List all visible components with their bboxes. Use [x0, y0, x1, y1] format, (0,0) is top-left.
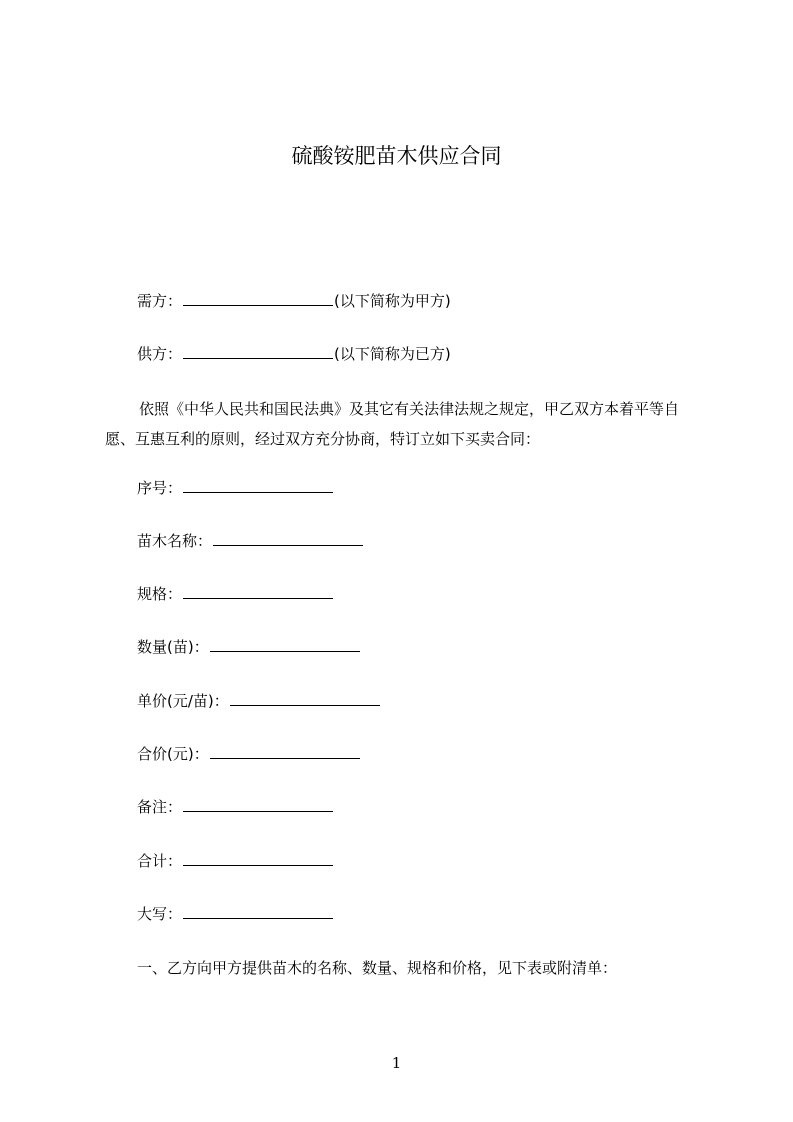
field-label: 备注：: [137, 798, 183, 816]
field-line-subtotal: [137, 743, 361, 765]
field-blank[interactable]: [183, 851, 333, 866]
supplier-line: [137, 343, 451, 365]
field-label: 序号：: [137, 479, 183, 497]
field-blank[interactable]: [230, 691, 380, 706]
field-blank[interactable]: [183, 797, 333, 812]
field-line-quantity: [137, 636, 361, 658]
supplier-label: 供方：: [137, 345, 183, 363]
document-title: 硫酸铵肥苗木供应合同: [291, 144, 502, 168]
supplier-blank[interactable]: [183, 344, 333, 359]
field-blank[interactable]: [210, 744, 360, 759]
field-line-unit-price: [137, 690, 381, 712]
field-blank[interactable]: [213, 531, 363, 546]
field-line-name: [137, 530, 364, 552]
field-blank[interactable]: [183, 478, 333, 493]
clause-1: 一、乙方向甲方提供苗木的名称、数量、规格和价格，见下表或附清单：: [137, 959, 618, 977]
buyer-line: [137, 290, 451, 312]
field-label: 大写：: [137, 905, 183, 923]
field-label: 单价(元/苗)：: [137, 692, 229, 710]
field-label: 合计：: [137, 852, 183, 870]
intro-paragraph: 依照《中华人民共和国民法典》及其它有关法律法规之规定，甲乙双方本着平等自愿、互惠互利的原则，经过双方充分协商，特订立如下买卖合同：: [105, 400, 680, 448]
field-line-remarks: [137, 796, 334, 818]
supplier-suffix: (以下简称为已方): [334, 345, 451, 363]
buyer-suffix: (以下简称为甲方): [334, 292, 451, 310]
page-number: 1: [391, 1054, 402, 1072]
field-line-total: [137, 850, 334, 872]
field-label: 苗木名称：: [137, 532, 213, 550]
field-label: 数量(苗)：: [137, 638, 209, 656]
field-blank[interactable]: [210, 637, 360, 652]
field-line-capital: [137, 903, 334, 925]
buyer-blank[interactable]: [183, 291, 333, 306]
field-blank[interactable]: [183, 904, 333, 919]
buyer-label: 需方：: [137, 292, 183, 310]
field-line-serial: [137, 477, 334, 499]
field-blank[interactable]: [183, 584, 333, 599]
field-label: 规格：: [137, 585, 183, 603]
field-line-spec: [137, 583, 334, 605]
field-label: 合价(元)：: [137, 745, 209, 763]
